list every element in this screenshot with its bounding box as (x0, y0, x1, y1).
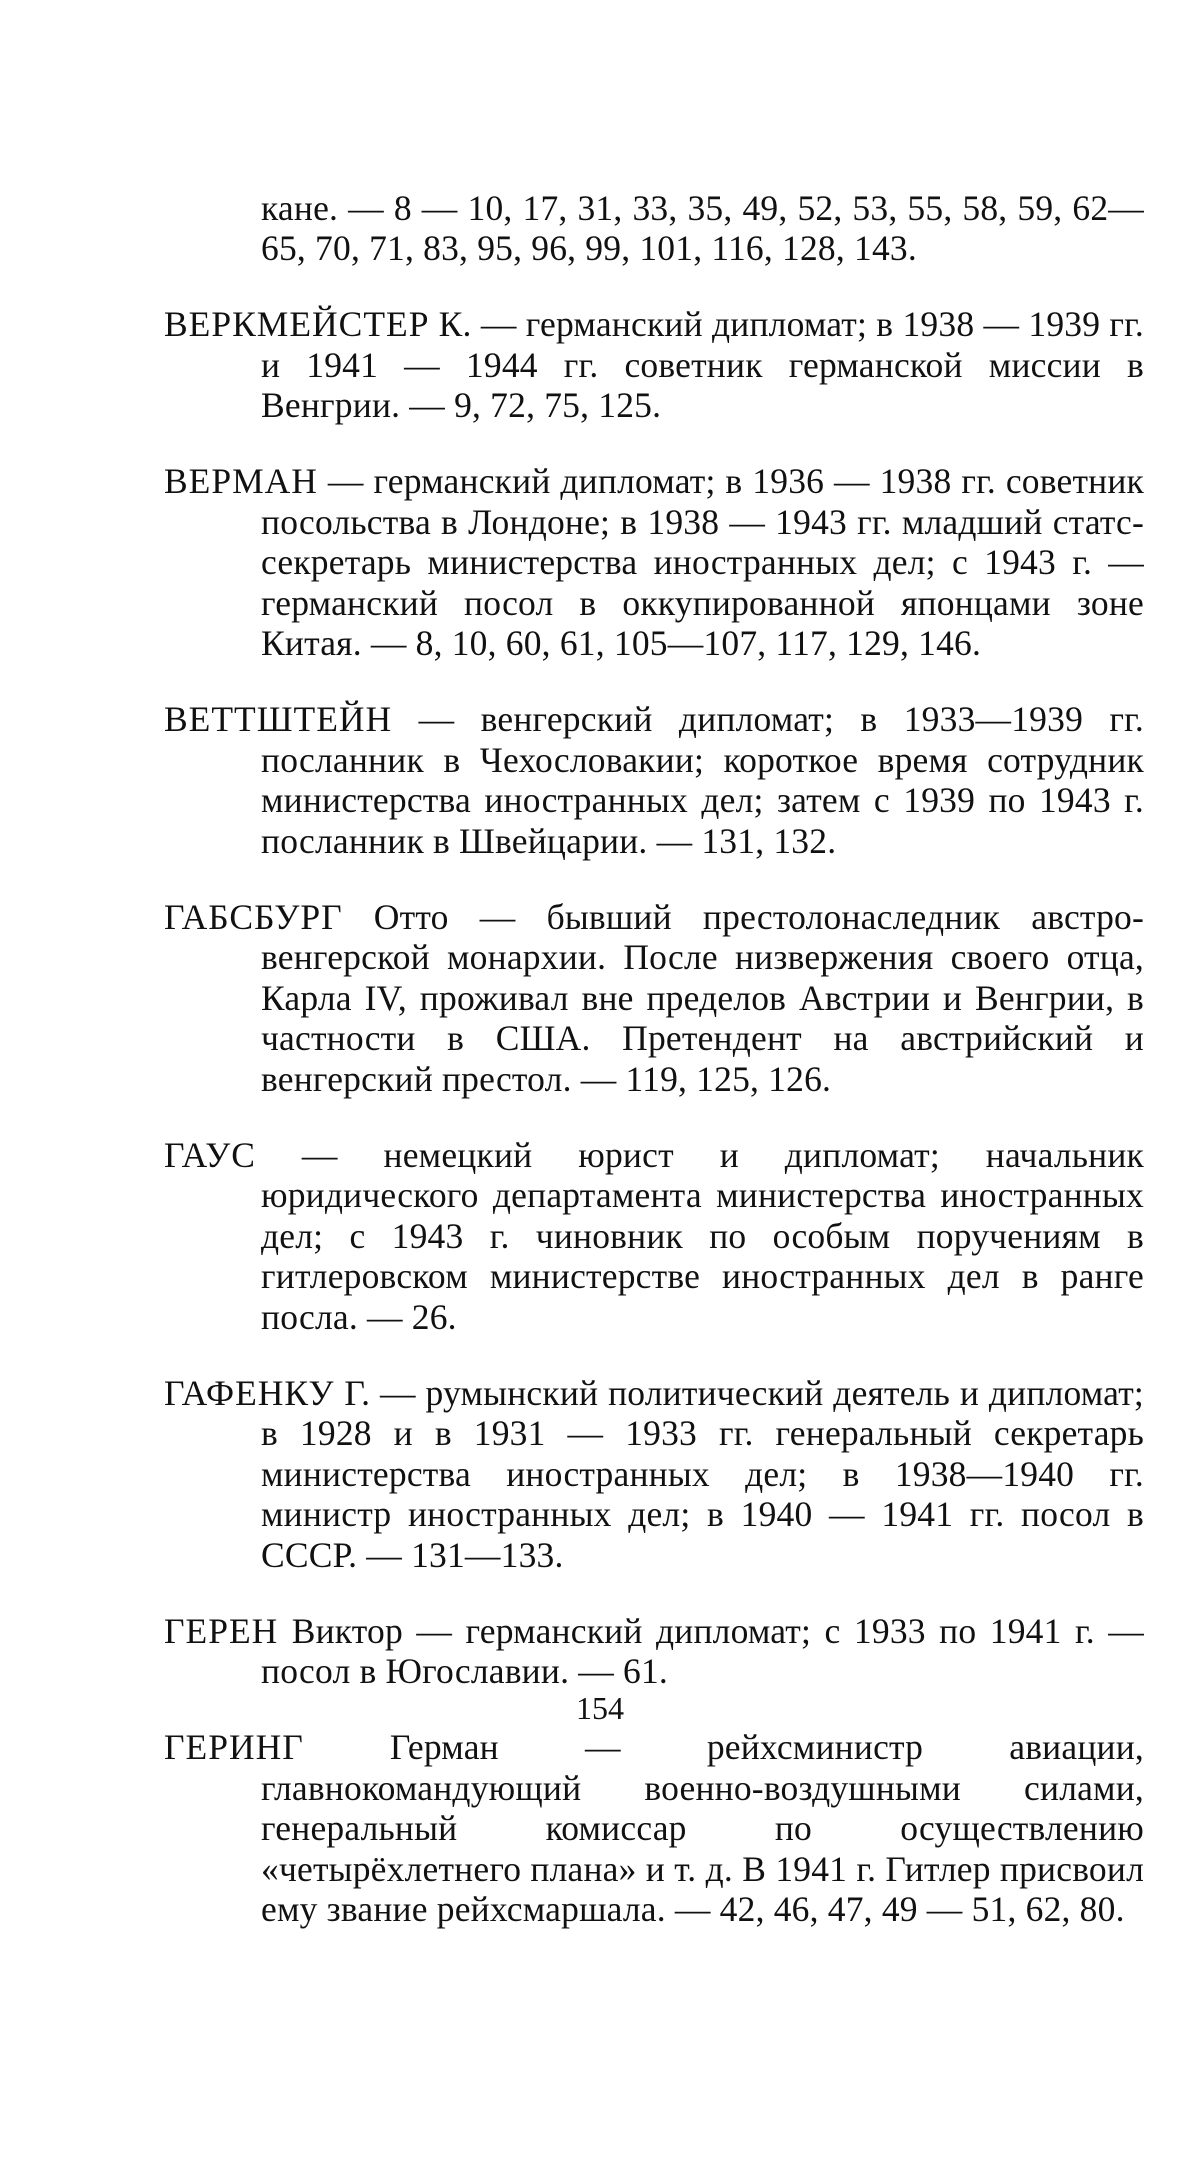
index-page-body (164, 152, 1144, 1938)
entry-text: К. — германский дипломат; в 1938 — 1939 гг. и 1941 — 1944 гг. советник германской миссии в Венгрии. — 9, 72, 75, 125. (261, 304, 1144, 425)
entry-text: Отто — бывший престолонаследник австро-венгерской монархии. После низвержения своего отца, Карла IV, проживал вне пределов Австрии и Венгрии, в частности в США. Претендент на австрийский и венгерский престол. — 119, 125, 126. (261, 896, 1144, 1099)
entry-text: — германский дипломат; в 1936 — 1938 гг. советник посольства в Лондоне; в 1938 — 1943 гг. младший статс-секретарь министерства иностранных дел; с 1943 г. — германский посол в оккупированной японцами зоне Китая. — 8, 10, 60, 61, 105—107, 117, 129, 146. (261, 461, 1144, 663)
entry-text: — немецкий юрист и дипломат; начальник юридического департамента министерства иностранных дел; с 1943 г. чиновник по особым поручениям в гитлеровском министерстве иностранных дел в ранге посла. — 26. (256, 1134, 1144, 1337)
entry-headword: ВЕРКМЕЙСТЕР (164, 304, 430, 344)
index-entry-gabsburg (164, 897, 1144, 1100)
entry-text: кане. — 8 — 10, 17, 31, 33, 35, 49, 52, 53, 55, 58, 59, 62—65, 70, 71, 83, 95, 96, 99, 101, 116, 128, 143. (261, 187, 1144, 268)
entry-text: Г. — румынский политический деятель и дипломат; в 1928 и в 1931 — 1933 гг. генеральный секретарь министерства иностранных дел; в 1938—1940 гг. министр иностранных дел; в 1940 — 1941 гг. посол в СССР. — 131—133. (261, 1372, 1144, 1575)
index-entry-gaus (164, 1135, 1144, 1338)
index-entry-gering (164, 1727, 1144, 1930)
index-entry-verkmeister (164, 304, 1144, 426)
index-entry-geren (164, 1611, 1144, 1692)
entry-text: — венгерский дипломат; в 1933—1939 гг. посланник в Чехословакии; короткое время сотрудник министерства иностранных дел; затем с 1939 по 1943 г. посланник в Швейцарии. — 131, 132. (261, 699, 1144, 861)
page-number: 154 (576, 1690, 624, 1726)
entry-headword: ГАФЕНКУ (164, 1372, 335, 1413)
index-entry-verman (164, 461, 1144, 664)
entry-headword: ВЕРМАН (164, 461, 318, 501)
index-entry-gafenku (164, 1373, 1144, 1576)
entry-headword: ГЕРЕН (164, 1610, 279, 1651)
index-entry-continuation (164, 188, 1144, 269)
entry-headword: ВЕТТШТЕЙН (164, 699, 393, 739)
entry-headword: ГЕРИНГ (164, 1727, 304, 1767)
entry-text: Виктор — германский дипломат; с 1933 по 1941 г. — посол в Югославии. — 61. (261, 1610, 1144, 1691)
entry-headword: ГАБСБУРГ (164, 896, 343, 937)
entry-headword: ГАУС (164, 1134, 256, 1175)
entry-text: Герман — рейхсминистр авиации, главнокомандующий военно-воздушными силами, генеральный комиссар по осуществлению «четырёхлетнего плана» и т. д. В 1941 г. Гитлер присвоил ему звание рейхсмаршала. — 42, 46, 47, 49 — 51, 62, 80. (261, 1727, 1144, 1929)
index-entry-vettshtein (164, 699, 1144, 861)
